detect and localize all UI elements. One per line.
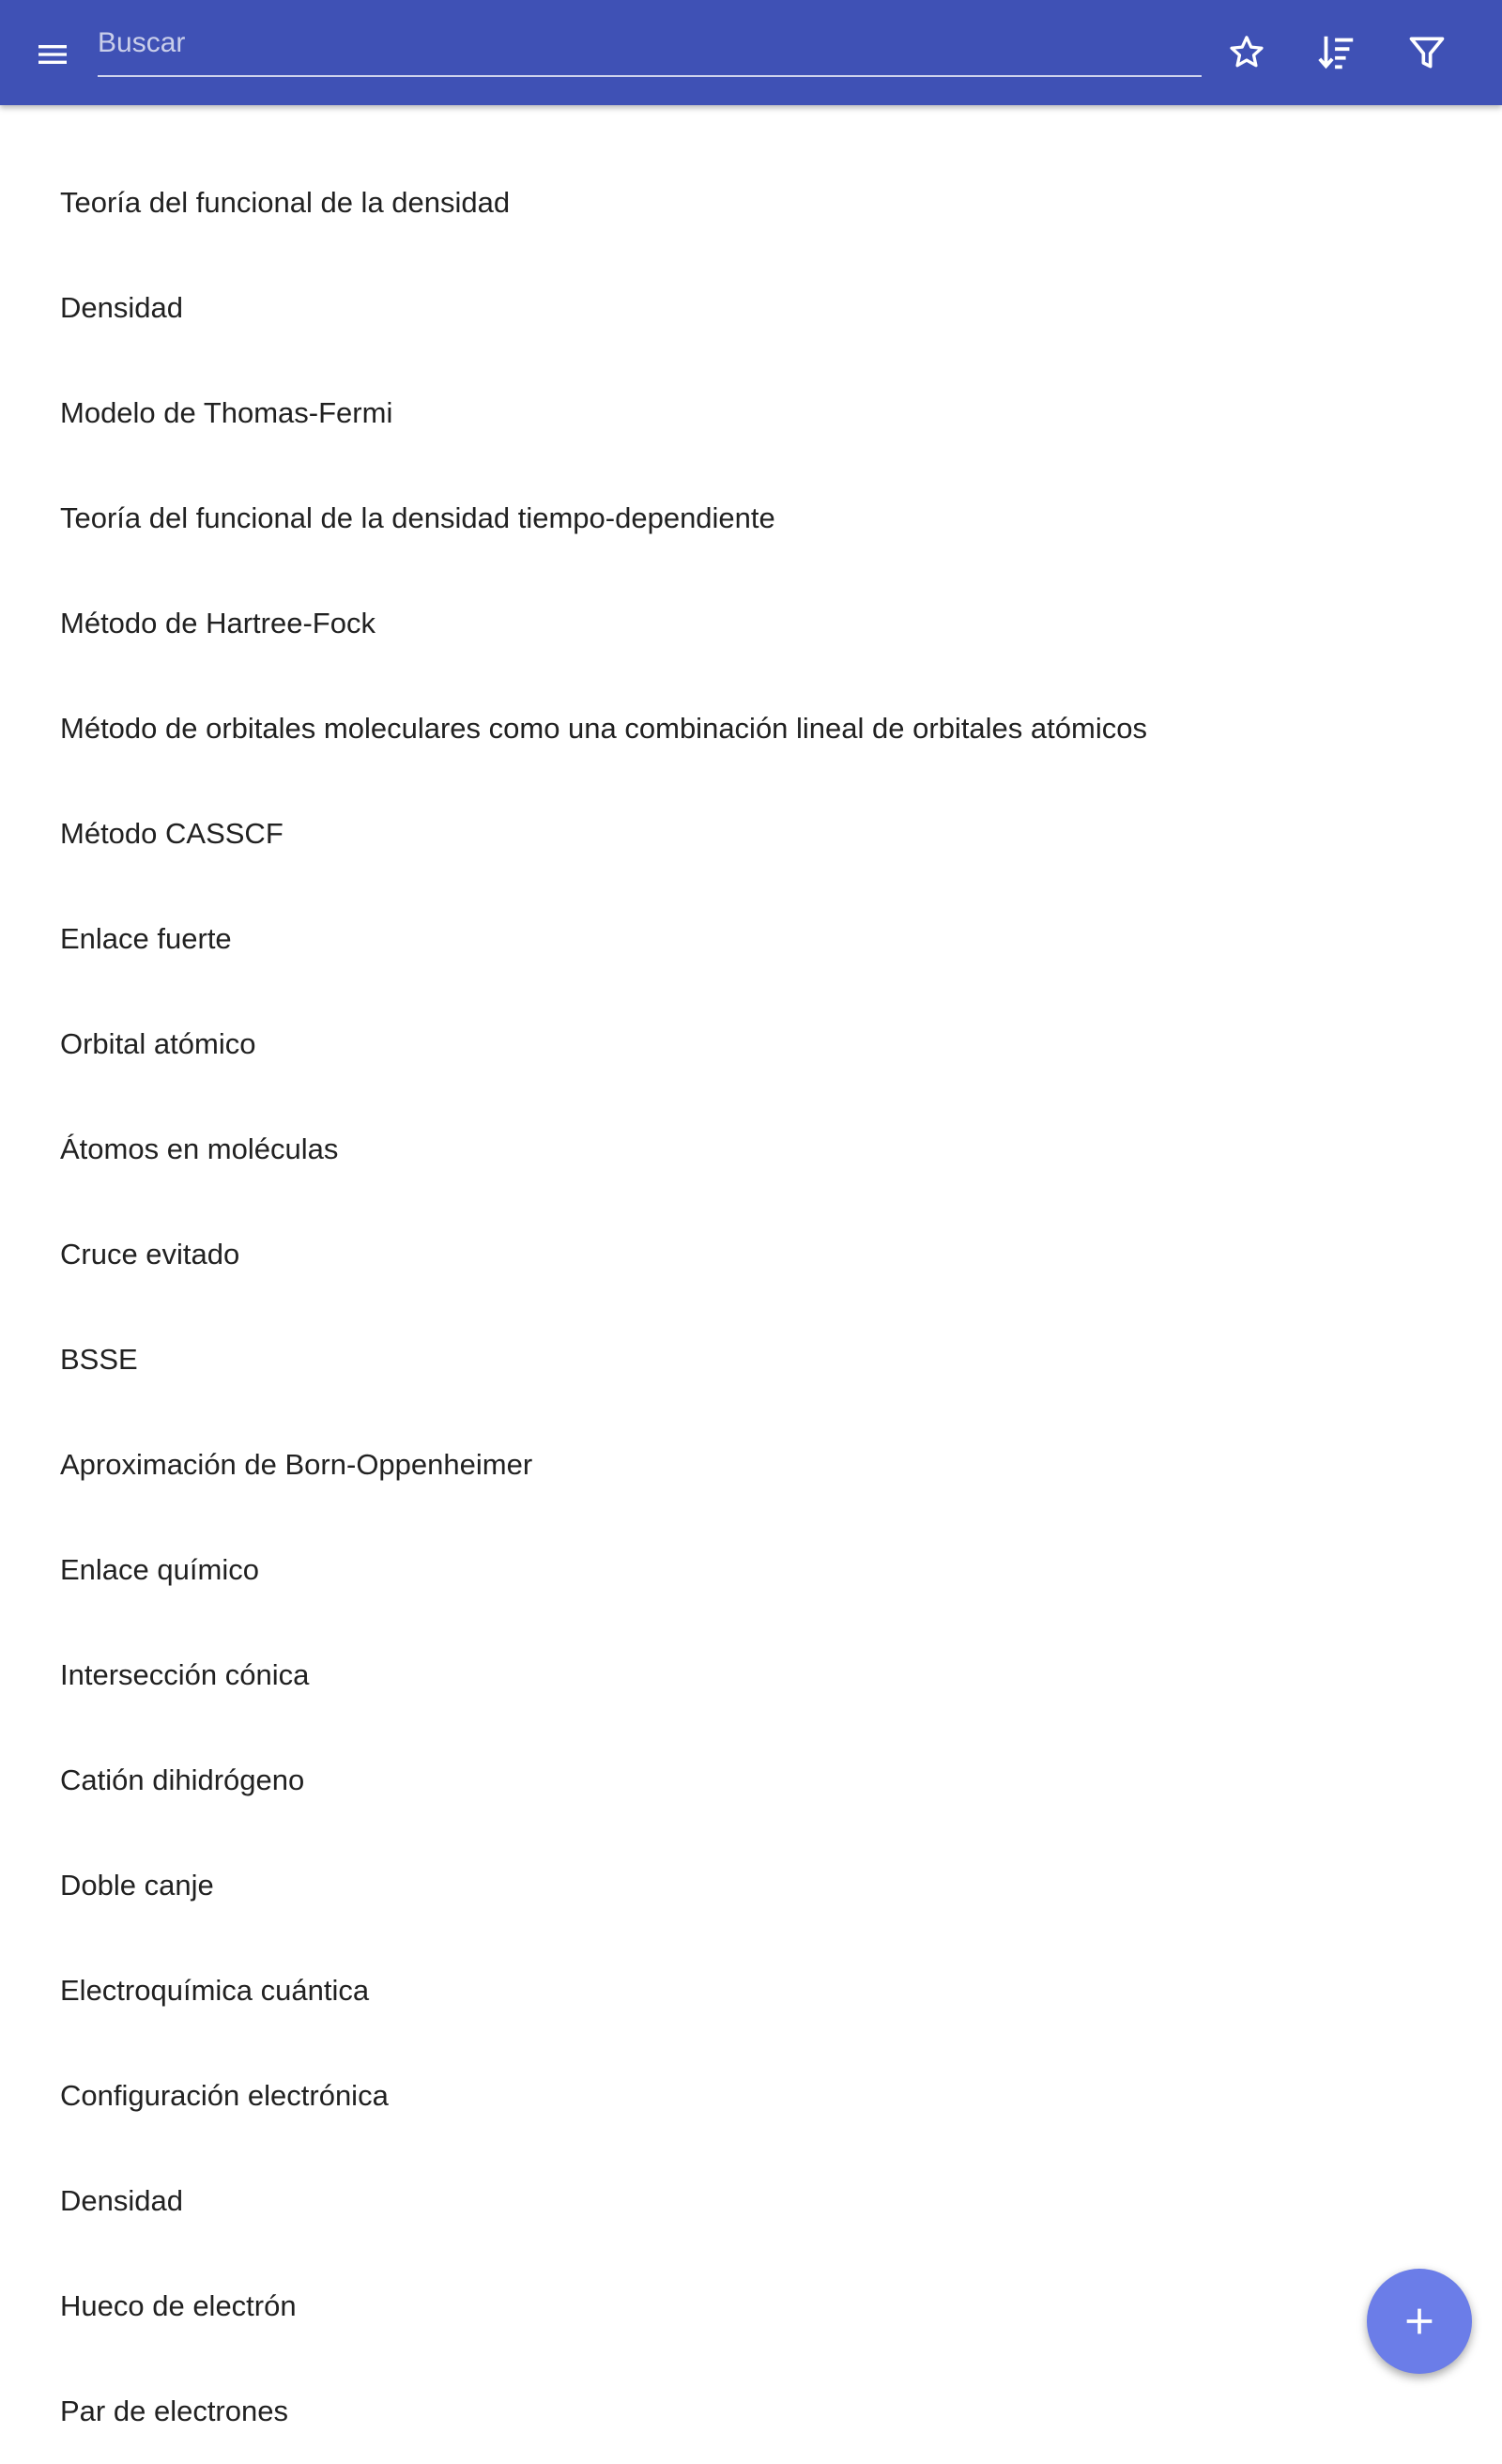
- search-field: [98, 15, 1202, 77]
- list-item-label: Enlace químico: [60, 1553, 259, 1586]
- list-item[interactable]: [0, 150, 1502, 255]
- list-item[interactable]: [0, 2359, 1502, 2464]
- filter-button[interactable]: [1397, 23, 1457, 83]
- list-item[interactable]: [0, 1938, 1502, 2043]
- list-item-label: Teoría del funcional de la densidad tiempo-dependiente: [60, 501, 775, 534]
- list-item-label: Densidad: [60, 291, 183, 324]
- list-item-label: BSSE: [60, 1343, 138, 1376]
- list-item-label: Par de electrones: [60, 2395, 288, 2427]
- list-item[interactable]: [0, 1307, 1502, 1412]
- list-item[interactable]: [0, 1833, 1502, 1938]
- list-item[interactable]: [0, 992, 1502, 1097]
- star-outline-icon: [1226, 32, 1267, 73]
- list-item[interactable]: [0, 571, 1502, 676]
- list-item-label: Hueco de electrón: [60, 2289, 297, 2322]
- list-item[interactable]: [0, 1728, 1502, 1833]
- list-item-label: Doble canje: [60, 1869, 214, 1902]
- sort-icon: [1315, 31, 1358, 74]
- list-item-label: Electroquímica cuántica: [60, 1974, 370, 2007]
- list-item-label: Orbital atómico: [60, 1027, 256, 1060]
- favorites-button[interactable]: [1217, 23, 1277, 83]
- list-item-label: Método de Hartree-Fock: [60, 607, 376, 639]
- filter-icon: [1406, 32, 1448, 73]
- search-input[interactable]: [98, 15, 1202, 71]
- list-item[interactable]: [0, 1097, 1502, 1202]
- list-item[interactable]: [0, 676, 1502, 781]
- list-item[interactable]: [0, 2148, 1502, 2254]
- menu-button[interactable]: [23, 24, 83, 85]
- list-item-label: Cruce evitado: [60, 1238, 240, 1270]
- list-item-label: Catión dihidrógeno: [60, 1763, 305, 1796]
- list-item-label: Teoría del funcional de la densidad: [60, 186, 511, 219]
- list-item-label: Modelo de Thomas-Fermi: [60, 396, 393, 429]
- list-item-label: Intersección cónica: [60, 1658, 310, 1691]
- list-item-label: Configuración electrónica: [60, 2079, 389, 2112]
- list-item-label: Átomos en moléculas: [60, 1132, 339, 1165]
- article-list: [0, 150, 1502, 2464]
- list-item-label: Método CASSCF: [60, 817, 284, 850]
- list-item[interactable]: [0, 1202, 1502, 1307]
- list-item[interactable]: [0, 2254, 1502, 2359]
- list-item[interactable]: [0, 1623, 1502, 1728]
- list-item-label: Aproximación de Born-Oppenheimer: [60, 1448, 533, 1481]
- list-item[interactable]: [0, 2043, 1502, 2148]
- app-bar: [0, 0, 1502, 105]
- list-item[interactable]: [0, 1412, 1502, 1517]
- plus-icon: [1401, 2302, 1438, 2340]
- list-item[interactable]: [0, 1517, 1502, 1623]
- list-item[interactable]: [0, 781, 1502, 886]
- list-item[interactable]: [0, 466, 1502, 571]
- list-item[interactable]: [0, 255, 1502, 361]
- list-item[interactable]: [0, 886, 1502, 992]
- add-button[interactable]: [1367, 2269, 1472, 2374]
- list-item-label: Método de orbitales moleculares como una combinación lineal de orbitales atómicos: [60, 712, 1147, 745]
- list-item-label: Densidad: [60, 2184, 183, 2217]
- menu-icon: [34, 36, 71, 73]
- sort-button[interactable]: [1307, 23, 1367, 83]
- list-item[interactable]: [0, 361, 1502, 466]
- list-item-label: Enlace fuerte: [60, 922, 232, 955]
